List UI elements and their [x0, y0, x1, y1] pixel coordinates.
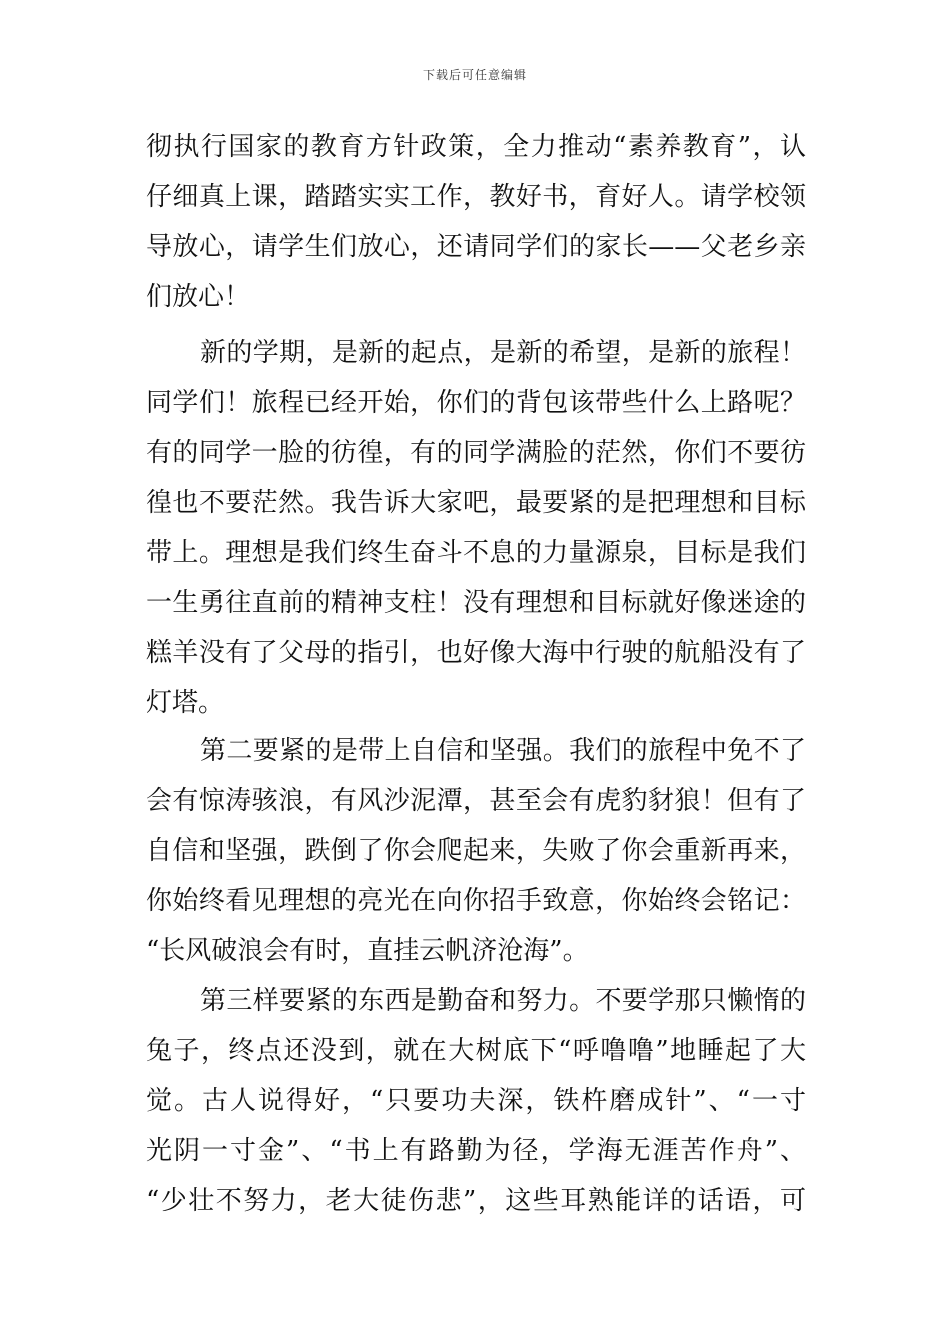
text-line: 有的同学一脸的彷徨，有的同学满脸的茫然，你们不要彷: [146, 438, 806, 468]
text-line: 兔子，终点还没到，就在大树底下“呼噜噜”地睡起了大: [146, 1036, 806, 1066]
text-line: 会有惊涛骇浪，有风沙泥潭，甚至会有虎豹豺狼！但有了: [146, 786, 806, 816]
header-note: 下载后可任意编辑: [422, 68, 527, 82]
text-line: 你始终看见理想的亮光在向你招手致意，你始终会铭记：: [146, 886, 806, 916]
text-line: 第三样要紧的东西是勤奋和努力。不要学那只懒惰的: [200, 986, 806, 1016]
text-line: 仔细真上课，踏踏实实工作，教好书，育好人。请学校领: [146, 182, 806, 212]
text-line: “长风破浪会有时，直挂云帆济沧海”。: [146, 936, 589, 966]
text-line: 觉。古人说得好，“只要功夫深，铁杵磨成针”、“一寸: [146, 1086, 806, 1116]
text-line: 导放心，请学生们放心，还请同学们的家长——父老乡亲: [146, 232, 806, 262]
text-line: 糕羊没有了父母的指引，也好像大海中行驶的航船没有了: [146, 638, 806, 668]
text-line: “少壮不努力，老大徒伤悲”，这些耳熟能详的话语，可: [146, 1186, 806, 1216]
text-line: 第二要紧的是带上自信和坚强。我们的旅程中免不了: [200, 736, 806, 766]
text-line: 自信和坚强，跌倒了你会爬起来，失败了你会重新再来，: [146, 836, 806, 866]
text-line: 一生勇往直前的精神支柱！没有理想和目标就好像迷途的: [146, 588, 806, 618]
text-line: 带上。理想是我们终生奋斗不息的力量源泉，目标是我们: [146, 538, 806, 568]
text-line: 灯塔。: [146, 688, 225, 718]
text-line: 光阴一寸金”、“书上有路勤为径，学海无涯苦作舟”、: [146, 1136, 806, 1166]
text-line: 新的学期，是新的起点，是新的希望，是新的旅程！: [200, 338, 806, 368]
text-line: 同学们！旅程已经开始，你们的背包该带些什么上路呢？: [146, 388, 806, 418]
text-line: 徨也不要茫然。我告诉大家吧，最要紧的是把理想和目标: [146, 488, 806, 518]
text-line: 彻执行国家的教育方针政策，全力推动“素养教育”，认: [146, 132, 806, 162]
text-line: 们放心！: [146, 282, 251, 312]
